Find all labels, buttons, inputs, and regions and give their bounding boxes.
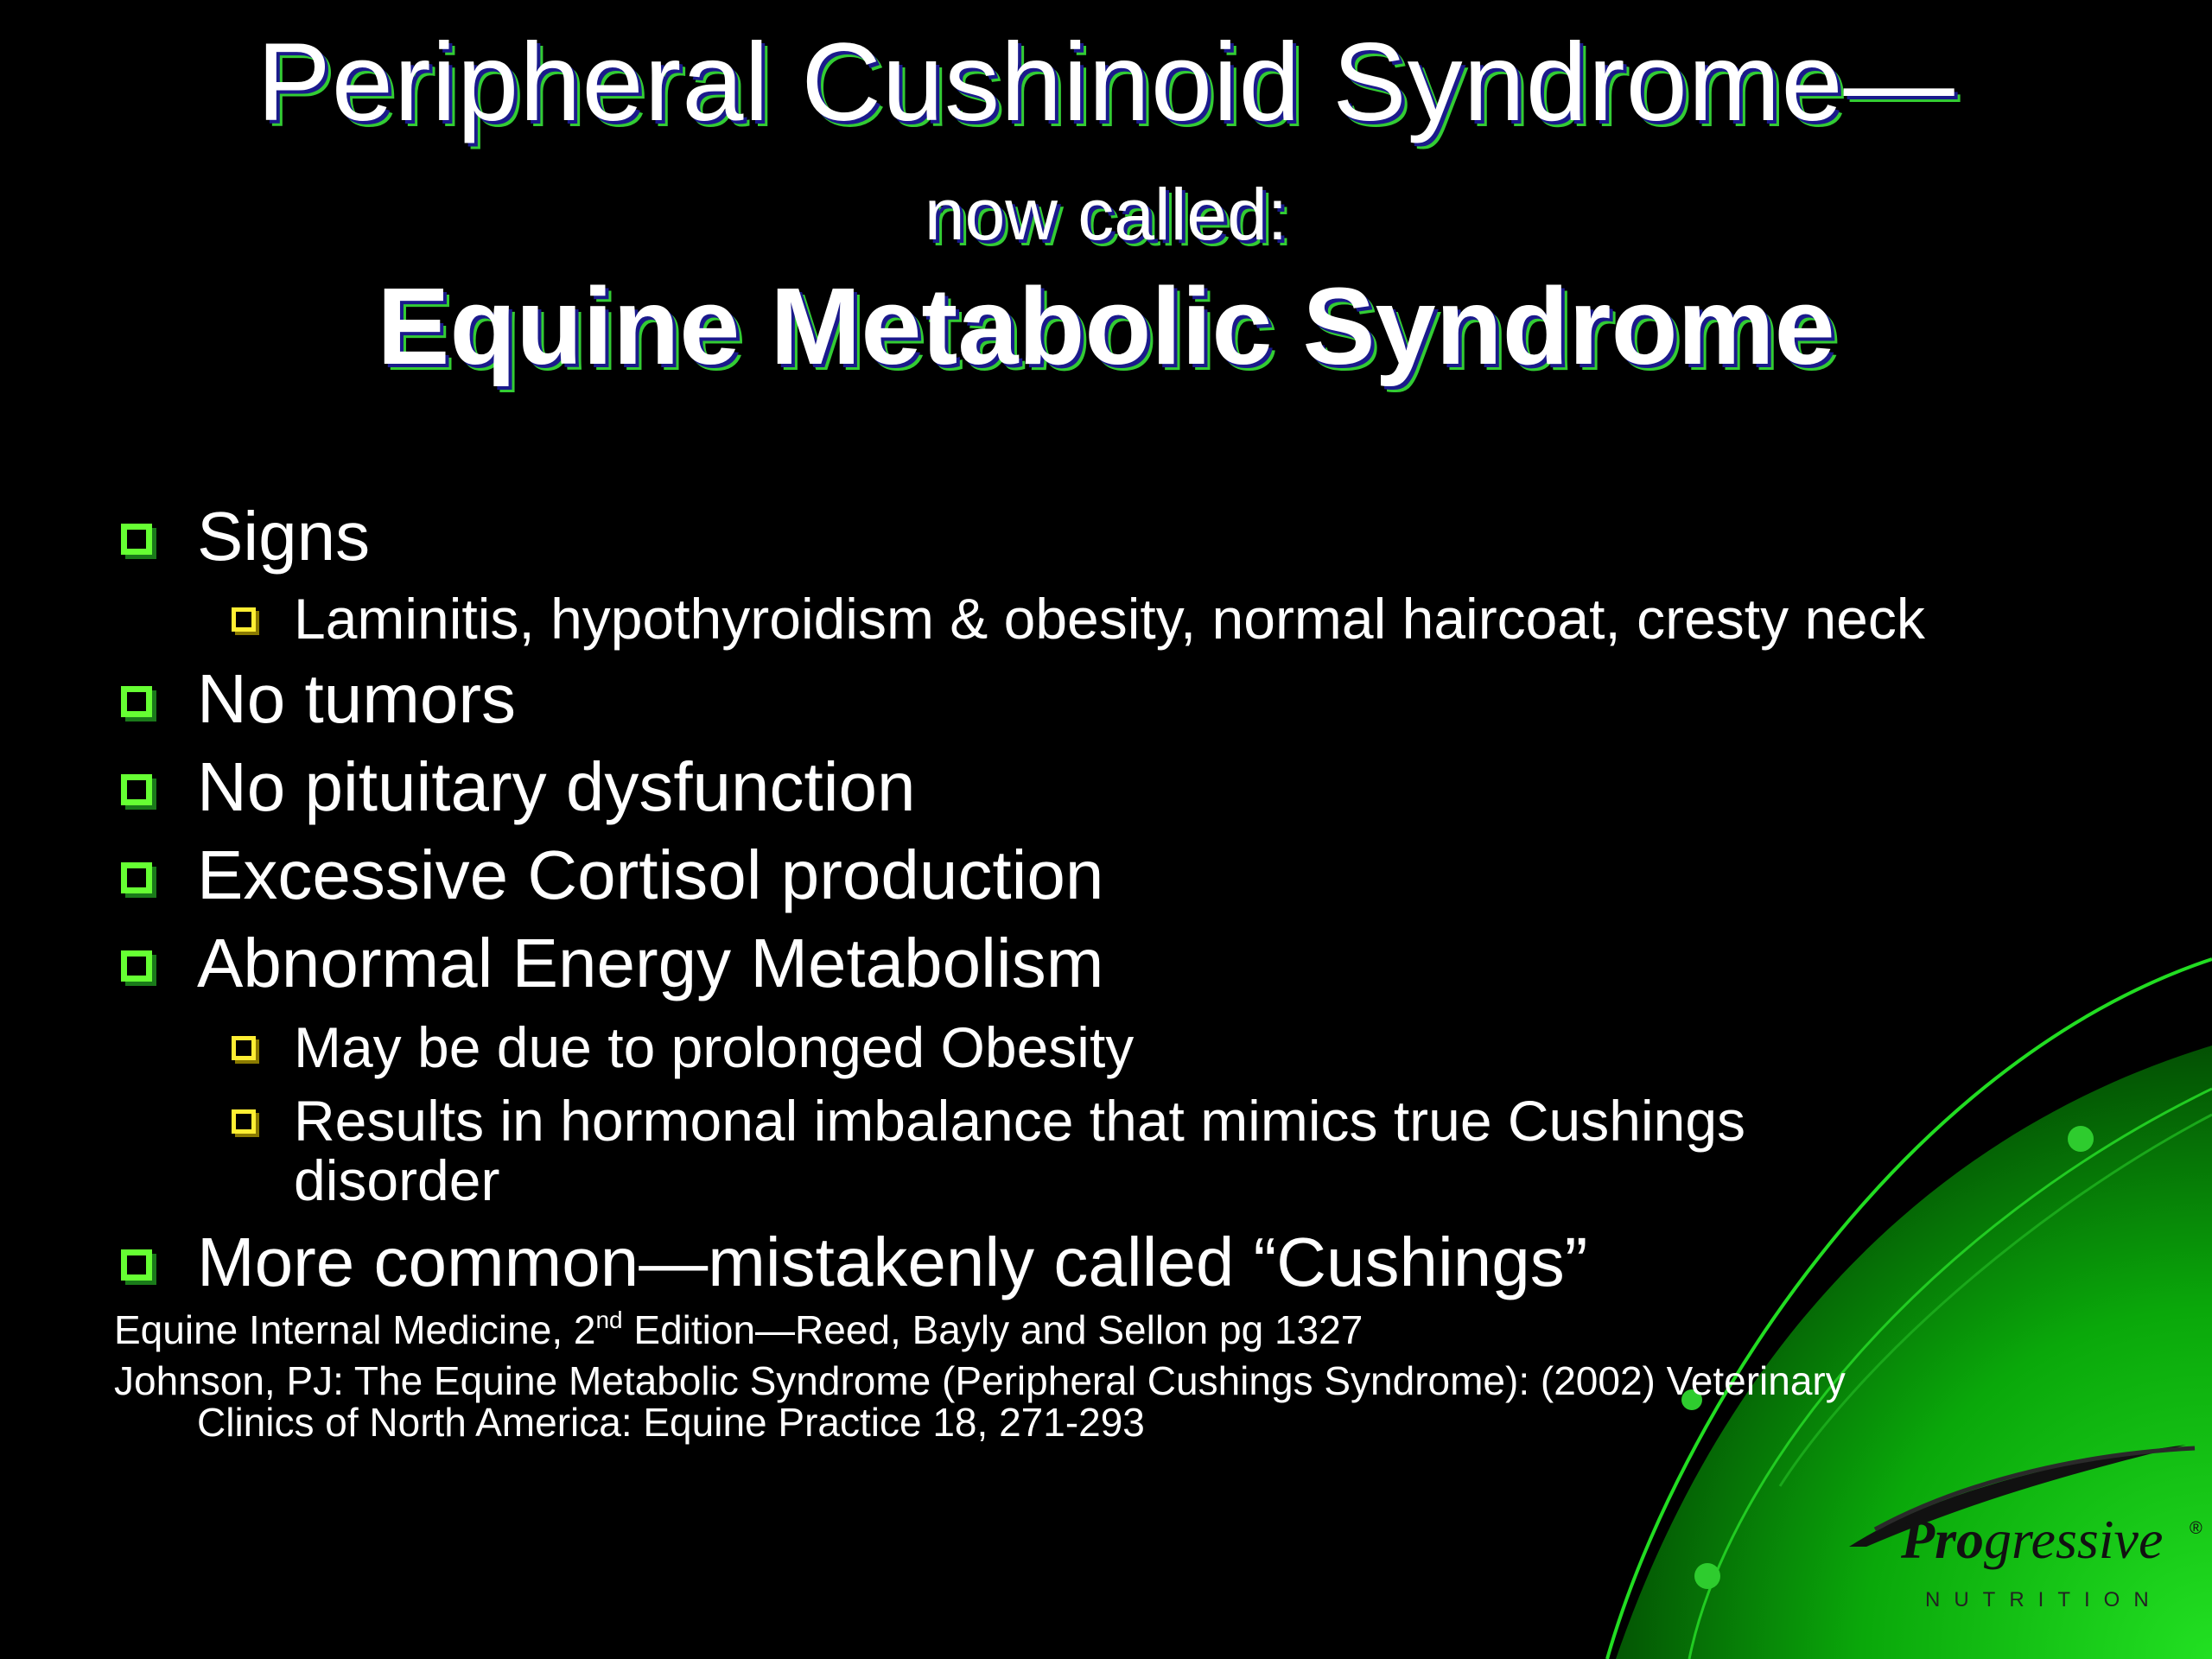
bullet-marker [121, 950, 152, 982]
bullet-no-pituitary: No pituitary dysfunction [197, 748, 916, 825]
logo-bold-part: Pro [1901, 1509, 1984, 1570]
reference-1-superscript: nd [595, 1306, 623, 1333]
bullet-marker [121, 686, 152, 717]
logo-rest: gressive [1984, 1509, 2164, 1570]
title-line-2: now called: [924, 174, 1288, 255]
bullet-marker [121, 524, 152, 555]
sub-bullet-hormonal-line-2: disorder [294, 1148, 500, 1212]
sub-bullet-marker [232, 607, 256, 632]
reference-1 [114, 1306, 1363, 1353]
reference-1-part-b: Edition—Reed, Bayly and Sellon pg 1327 [622, 1307, 1363, 1352]
bullet-signs: Signs [197, 498, 371, 575]
bullet-marker [121, 862, 152, 893]
bullet-abnormal-energy: Abnormal Energy Metabolism [197, 925, 1104, 1001]
reference-2-line-1: Johnson, PJ: The Equine Metabolic Syndrome (Peripheral Cushings Syndrome): (2002) Veterinary [114, 1358, 1846, 1403]
registered-mark: ® [2190, 1519, 2202, 1538]
bullet-marker [121, 774, 152, 805]
bullet-no-tumors: No tumors [197, 660, 516, 737]
title-line-3: Equine Metabolic Syndrome [377, 265, 1835, 387]
sub-bullet-marker [232, 1036, 256, 1060]
bullet-cortisol: Excessive Cortisol production [197, 836, 1104, 913]
title-line-1: Peripheral Cushinoid Syndrome— [257, 21, 1955, 144]
logo-subtitle: NUTRITION [1925, 1588, 2163, 1611]
reference-2-line-2: Clinics of North America: Equine Practice 18, 271-293 [197, 1400, 1145, 1445]
bullet-more-common: More common—mistakenly called “Cushings” [197, 1224, 1588, 1300]
sub-bullet-marker [232, 1109, 256, 1134]
reference-1-part-a: Equine Internal Medicine, 2 [114, 1307, 596, 1352]
sub-bullet-obesity: May be due to prolonged Obesity [294, 1015, 1135, 1079]
progressive-logo [1901, 1508, 2163, 1572]
sub-bullet-signs-detail: Laminitis, hypothyroidism & obesity, normal haircoat, cresty neck [294, 587, 1925, 651]
bullet-marker [121, 1249, 152, 1281]
sub-bullet-hormonal-line-1: Results in hormonal imbalance that mimics true Cushings [294, 1089, 1746, 1153]
